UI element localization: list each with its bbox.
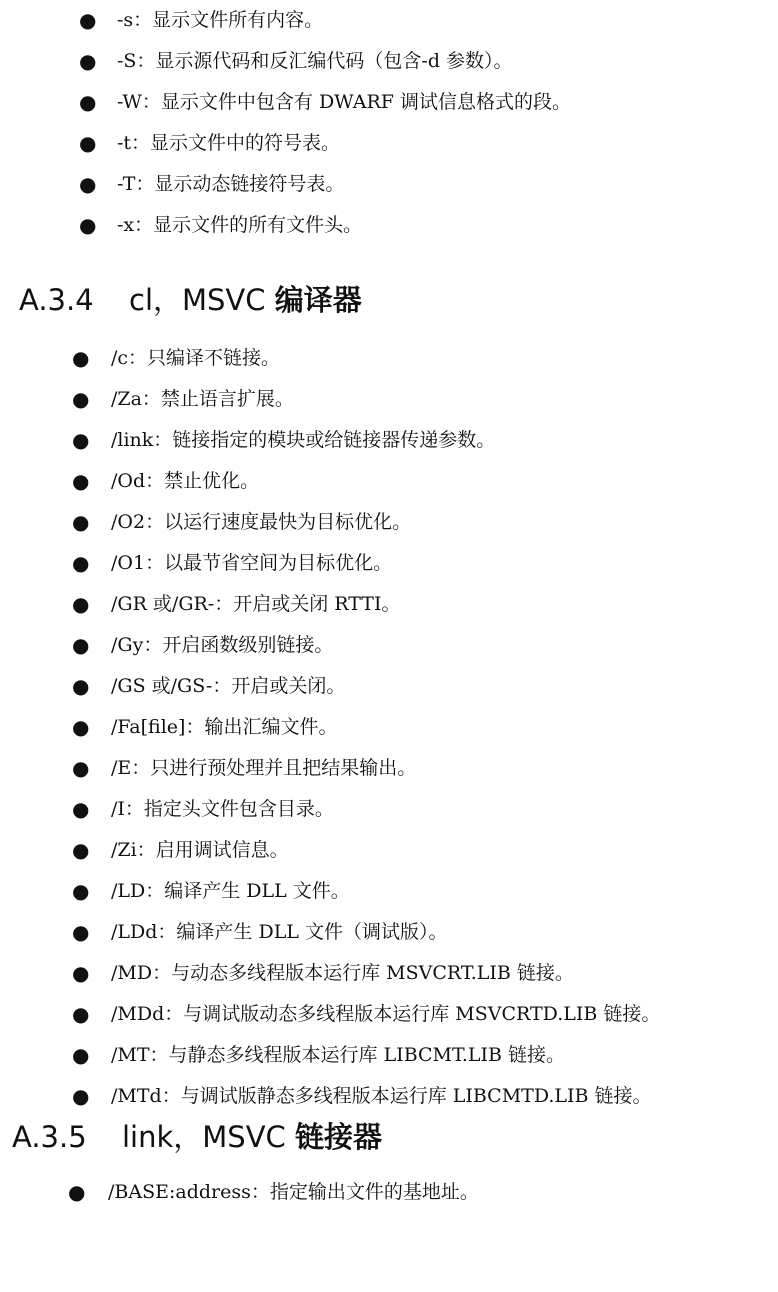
list-item-text: /Zi：启用调试信息。 [111, 839, 289, 861]
bullet-icon: ● [79, 90, 97, 114]
list-item-text: /MDd：与调试版动态多线程版本运行库 MSVCRTD.LIB 链接。 [111, 1003, 661, 1025]
list-item-text: /LD：编译产生 DLL 文件。 [111, 880, 350, 902]
list-item-text: /O1：以最节省空间为目标优化。 [111, 552, 393, 574]
bullet-icon: ● [79, 49, 97, 73]
list-item-text: /GR 或/GR-：开启或关闭 RTTI。 [111, 593, 401, 615]
section-heading-a35 [12, 1117, 382, 1157]
list-item-text: /c：只编译不链接。 [111, 347, 281, 369]
bullet-icon: ● [72, 756, 90, 780]
bullet-icon: ● [79, 172, 97, 196]
bullet-icon: ● [72, 346, 90, 370]
section-title-latin: cl，MSVC [129, 283, 266, 317]
bullet-icon: ● [72, 674, 90, 698]
list-item-text: /O2：以运行速度最快为目标优化。 [111, 511, 412, 533]
list-item-text: /Od：禁止优化。 [111, 470, 260, 492]
list-item-text: /LDd：编译产生 DLL 文件（调试版）。 [111, 921, 448, 943]
bullet-icon: ● [79, 213, 97, 237]
list-item-text: /I：指定头文件包含目录。 [111, 798, 334, 820]
list-item-text: -T：显示动态链接符号表。 [117, 173, 345, 195]
bullet-icon: ● [72, 1084, 90, 1108]
bullet-icon: ● [72, 1043, 90, 1067]
list-item-text: /Za：禁止语言扩展。 [111, 388, 294, 410]
section-title-latin: link，MSVC [122, 1120, 286, 1154]
section-title-cjk: 编译器 [274, 283, 362, 317]
section-number: A.3.5 [12, 1120, 87, 1154]
bullet-icon: ● [72, 592, 90, 616]
list-item-text: -s：显示文件所有内容。 [117, 9, 324, 31]
list-item-text: -S：显示源代码和反汇编代码（包含-d 参数）。 [117, 50, 513, 72]
list-item-text: /GS 或/GS-：开启或关闭。 [111, 675, 346, 697]
list-item-text: /link：链接指定的模块或给链接器传递参数。 [111, 429, 496, 451]
list-item-text: /MD：与动态多线程版本运行库 MSVCRT.LIB 链接。 [111, 962, 574, 984]
bullet-icon: ● [79, 131, 97, 155]
bullet-icon: ● [72, 510, 90, 534]
bullet-icon: ● [72, 469, 90, 493]
bullet-icon: ● [72, 428, 90, 452]
section-heading-a34 [19, 280, 362, 320]
bullet-icon: ● [72, 551, 90, 575]
bullet-icon: ● [68, 1180, 86, 1204]
list-item-text: /Fa[file]：输出汇编文件。 [111, 716, 338, 738]
section-number: A.3.4 [19, 283, 94, 317]
list-item-text: /E：只进行预处理并且把结果输出。 [111, 757, 417, 779]
section-title-cjk: 链接器 [295, 1120, 383, 1154]
bullet-icon: ● [72, 633, 90, 657]
list-item-text: -W：显示文件中包含有 DWARF 调试信息格式的段。 [117, 91, 572, 113]
bullet-icon: ● [72, 715, 90, 739]
list-item-text: /MT：与静态多线程版本运行库 LIBCMT.LIB 链接。 [111, 1044, 566, 1066]
list-item-text: /BASE:address：指定输出文件的基地址。 [108, 1181, 479, 1203]
bullet-icon: ● [72, 797, 90, 821]
bullet-icon: ● [72, 879, 90, 903]
bullet-icon: ● [79, 8, 97, 32]
bullet-icon: ● [72, 838, 90, 862]
bullet-icon: ● [72, 387, 90, 411]
list-item-text: -t：显示文件中的符号表。 [117, 132, 341, 154]
bullet-icon: ● [72, 961, 90, 985]
list-item-text: /Gy：开启函数级别链接。 [111, 634, 334, 656]
bullet-icon: ● [72, 920, 90, 944]
bullet-icon: ● [72, 1002, 90, 1026]
list-item-text: /MTd：与调试版静态多线程版本运行库 LIBCMTD.LIB 链接。 [111, 1085, 652, 1107]
list-item-text: -x：显示文件的所有文件头。 [117, 214, 363, 236]
